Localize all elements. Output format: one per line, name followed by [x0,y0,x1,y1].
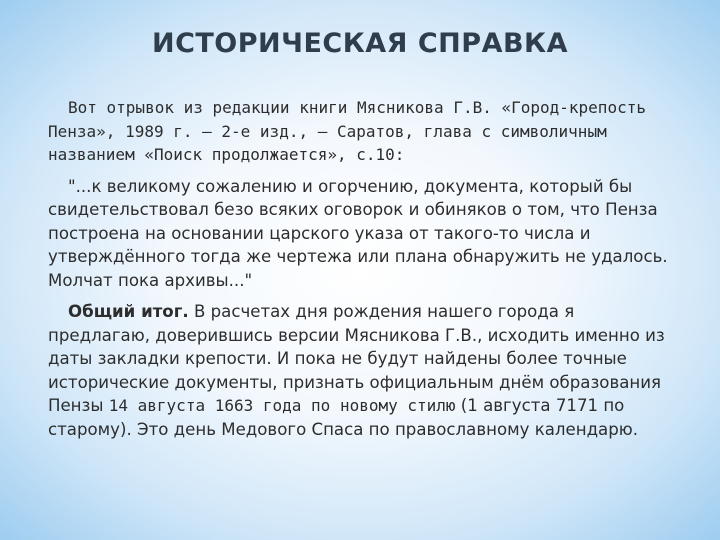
quote-paragraph: "...к великому сожалению и огорчению, документа, который бы свидетельствовал безо всяких оговорок и обиняков о том, что Пенза построена на основании царского указа от такого-то числа и утверждённого тогда же чертежа или плана обнаружить не удалось. Молчат пока архивы..." [48,176,668,290]
conclusion-highlight-date: 14 августа 1663 года по новому стилю [108,396,456,415]
conclusion-paragraph [48,300,680,441]
slide-title: ИСТОРИЧЕСКАЯ СПРАВКА [151,28,569,59]
conclusion-label: Общий итог. [68,302,189,321]
conclusion-text-1: В расчетах дня рождения нашего города я предлагаю, доверившись версии Мясникова Г.В., исходить именно из даты закладки крепости. И пока не будут найдены более точные исторические документы, признать официальным днём образования Пензы [48,302,665,415]
intro-paragraph: Вот отрывок из редакции книги Мясникова Г.В. «Город-крепость Пенза», 1989 г. – 2-е изд., – Саратов, глава с символичным названием «Поиск продолжается», с.10: [48,98,646,164]
conclusion-text-2: (1 августа 7171 по старому). Это день Медового Спаса по православному календарю. [48,396,638,439]
slide-body [48,96,680,449]
